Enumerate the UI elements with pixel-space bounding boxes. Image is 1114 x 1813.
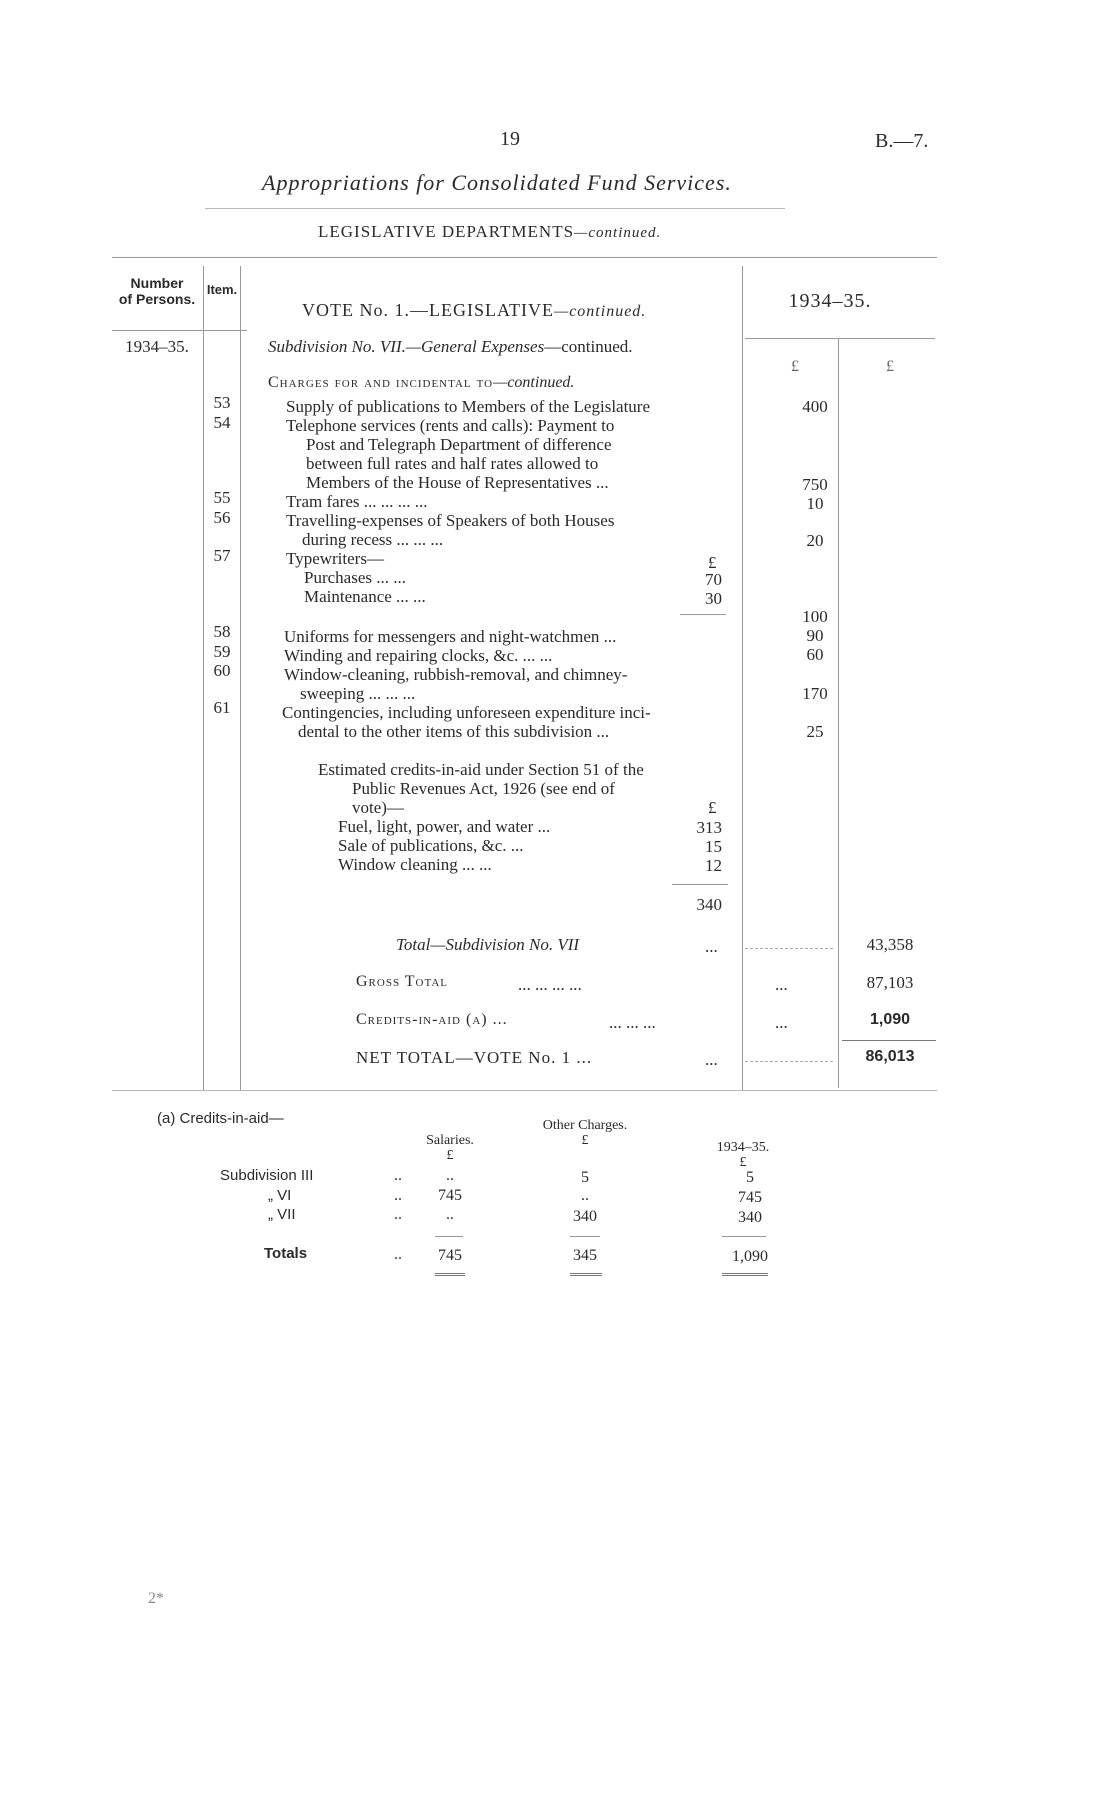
persons-header-line2: of Persons. <box>118 291 196 307</box>
col-rule-4 <box>838 338 839 1088</box>
footnote-double-rule <box>435 1273 465 1276</box>
item-description: Typewriters— <box>286 549 384 568</box>
item-description-line: during recess ... ... ... <box>302 530 444 549</box>
credits-estimate-row-amount: 15 <box>705 837 722 856</box>
typewriter-total: 100 <box>802 607 828 626</box>
charges-heading-cont: —continued. <box>493 374 575 391</box>
footnote-sum-rule <box>722 1236 766 1237</box>
item-number: 61 <box>213 698 231 717</box>
typewriter-sum-rule <box>680 614 726 615</box>
persons-header <box>112 275 202 307</box>
footnote-row-dots: .. <box>394 1206 402 1223</box>
item-description-line: Post and Telegraph Department of difference <box>306 435 612 454</box>
total-label: Gross Total <box>356 973 449 990</box>
item-description-line: sweeping ... ... ... <box>300 684 416 703</box>
total-dots: ... <box>775 975 788 994</box>
typewriter-row-amount: 30 <box>705 589 722 608</box>
item-description <box>286 416 614 492</box>
footnote-row-label: „ VII <box>268 1206 296 1223</box>
footnote-col-other-label: Other Charges. <box>542 1118 628 1133</box>
total-dots: ... <box>775 1013 788 1032</box>
total-leader <box>745 1061 833 1062</box>
credits-estimate-row-label: Fuel, light, power, and water ... <box>338 817 551 836</box>
credits-estimate-pound-sign: £ <box>708 798 717 817</box>
total-dots: ... <box>705 937 718 956</box>
credits-estimate-row-label: Sale of publications, &c. ... <box>338 836 524 855</box>
total-dots: ... ... ... ... <box>518 975 582 994</box>
footnote-pound-sign: £ <box>446 1148 454 1163</box>
header-bottom-rule-right <box>745 338 935 339</box>
item-description-line: between full rates and half rates allowed to <box>306 454 599 473</box>
footnote-sum-rule <box>435 1236 463 1237</box>
typewriter-pound-sign: £ <box>708 553 717 572</box>
item-description-line: dental to the other items of this subdivision ... <box>298 722 610 741</box>
item-amount: 750 <box>802 475 828 494</box>
total-value: 86,013 <box>865 1048 915 1065</box>
total-value: 43,358 <box>866 935 914 954</box>
footnote-double-rule <box>570 1273 602 1276</box>
footnote-totals-other: 345 <box>573 1247 597 1264</box>
footnote-double-rule <box>722 1273 768 1276</box>
net-total-rule <box>842 1040 936 1041</box>
total-dots: ... <box>705 1050 718 1069</box>
subdivision-heading-italic: Subdivision No. VII.—General Expenses <box>268 337 545 356</box>
item-description-line: Members of the House of Representatives ... <box>306 473 609 492</box>
vote-header <box>302 300 646 321</box>
total-dots: ... ... ... <box>609 1013 656 1032</box>
subdivision-heading-plain: —continued. <box>544 337 633 356</box>
item-description-line: Window-cleaning, rubbish-removal, and chimney- <box>284 665 628 684</box>
item-number: 59 <box>213 642 231 661</box>
footnote-row-total: 745 <box>738 1189 762 1206</box>
pound-sign-col1: £ <box>791 358 799 375</box>
footnote-row-other: 340 <box>573 1208 597 1225</box>
table-top-rule <box>112 257 937 258</box>
page-reference: B.—7. <box>875 130 929 152</box>
footnote-sum-rule <box>570 1236 600 1237</box>
credits-estimate-text <box>318 760 644 817</box>
title-rule <box>205 208 785 209</box>
item-header: Item. <box>206 282 238 297</box>
footnote-totals-dots: .. <box>394 1246 402 1263</box>
item-number: 56 <box>213 508 231 527</box>
footnote-pound-sign: £ <box>581 1133 589 1148</box>
typewriter-row-label: Maintenance ... ... <box>304 587 426 606</box>
footnote-row-dots: .. <box>394 1187 402 1204</box>
vote-header-cont: —continued. <box>553 303 647 320</box>
item-description <box>284 665 627 703</box>
credits-estimate-row-amount: 313 <box>696 818 722 837</box>
footnote-row-other: .. <box>581 1187 589 1204</box>
col-rule-2 <box>240 266 241 1090</box>
item-amount: 10 <box>806 494 824 513</box>
item-description-line: Travelling-expenses of Speakers of both Houses <box>286 511 615 530</box>
footnote-col-year <box>703 1140 783 1170</box>
signature-mark: 2* <box>148 1590 164 1607</box>
item-description: Winding and repairing clocks, &c. ... ... <box>284 646 553 665</box>
footnote-col-salaries <box>410 1133 490 1163</box>
item-description <box>282 703 651 741</box>
header-bottom-rule-left <box>112 330 247 331</box>
section-subtitle <box>318 222 661 242</box>
credits-estimate-row-amount: 12 <box>705 856 722 875</box>
total-leader <box>745 948 833 949</box>
item-number: 54 <box>213 413 231 432</box>
total-label: Total—Subdivision No. VII <box>396 935 580 954</box>
item-number: 58 <box>213 622 231 641</box>
typewriter-row-amount: 70 <box>705 570 722 589</box>
footnote-col-salaries-label: Salaries. <box>426 1133 474 1148</box>
charges-heading <box>268 374 574 392</box>
persons-year: 1934–35. <box>125 337 189 356</box>
item-amount: 60 <box>806 645 824 664</box>
page-number: 19 <box>500 128 520 150</box>
section-subtitle-cont: —continued. <box>574 225 662 241</box>
subdivision-heading <box>268 337 633 357</box>
footnote-row-other: 5 <box>581 1169 589 1186</box>
typewriter-row-label: Purchases ... ... <box>304 568 406 587</box>
footnote-totals-total: 1,090 <box>732 1248 768 1265</box>
charges-heading-sc: Charges for and incidental to <box>268 374 494 391</box>
total-label: Credits-in-aid (a) ... <box>356 1011 508 1028</box>
item-number: 53 <box>213 393 231 412</box>
credits-estimate-line: Public Revenues Act, 1926 (see end of <box>352 779 615 798</box>
section-subtitle-main: LEGISLATIVE DEPARTMENTS <box>318 222 575 241</box>
footnote-title: (a) Credits-in-aid— <box>157 1110 284 1127</box>
vote-header-main: VOTE No. 1.—LEGISLATIVE <box>302 300 554 320</box>
item-amount: 25 <box>806 722 824 741</box>
col-rule-3 <box>742 266 743 1090</box>
footnote-col-other <box>540 1118 630 1148</box>
item-amount: 400 <box>802 397 828 416</box>
persons-header-line1: Number <box>130 275 184 291</box>
footnote-col-year-label: 1934–35. <box>716 1140 770 1155</box>
item-amount: 90 <box>806 626 824 645</box>
item-description-line: Contingencies, including unforeseen expenditure inci- <box>282 703 651 722</box>
footnote-pound-sign: £ <box>739 1155 747 1170</box>
footnote-row-total: 5 <box>746 1169 754 1186</box>
item-description: Supply of publications to Members of the Legislature <box>286 397 651 416</box>
year-header: 1934–35. <box>788 290 872 312</box>
footnote-row-dots: .. <box>394 1167 402 1184</box>
item-description-line: Telephone services (rents and calls): Payment to <box>286 416 615 435</box>
item-amount: 20 <box>806 531 824 550</box>
item-description: Tram fares ... ... ... ... <box>286 492 428 511</box>
pound-sign-col2: £ <box>886 358 894 375</box>
footnote-row-label: Subdivision III <box>220 1167 314 1184</box>
table-bottom-rule <box>112 1090 937 1091</box>
total-label: NET TOTAL—VOTE No. 1 ... <box>356 1048 593 1067</box>
credits-estimate-line: Estimated credits-in-aid under Section 51 of the <box>318 760 644 779</box>
footnote-row-label: „ VI <box>268 1187 292 1204</box>
item-description: Uniforms for messengers and night-watchmen ... <box>284 627 617 646</box>
footnote-row-salaries: 745 <box>438 1187 462 1204</box>
footnote-totals-salaries: 745 <box>438 1247 462 1264</box>
item-description <box>286 511 614 549</box>
footnote-totals-label: Totals <box>264 1245 308 1262</box>
footnote-row-salaries: .. <box>446 1167 454 1184</box>
total-value: 87,103 <box>866 973 914 992</box>
total-value: 1,090 <box>869 1011 911 1028</box>
item-number: 55 <box>213 488 231 507</box>
credits-estimate-total: 340 <box>696 895 722 914</box>
item-number: 60 <box>213 661 231 680</box>
credits-estimate-sum-rule <box>672 884 728 885</box>
credits-estimate-row-label: Window cleaning ... ... <box>338 855 492 874</box>
item-number: 57 <box>213 546 231 565</box>
credits-estimate-line: vote)— <box>352 798 404 817</box>
footnote-row-total: 340 <box>738 1209 762 1226</box>
page-title: Appropriations for Consolidated Fund Services. <box>262 170 732 195</box>
footnote-row-salaries: .. <box>446 1206 454 1223</box>
item-amount: 170 <box>802 684 828 703</box>
